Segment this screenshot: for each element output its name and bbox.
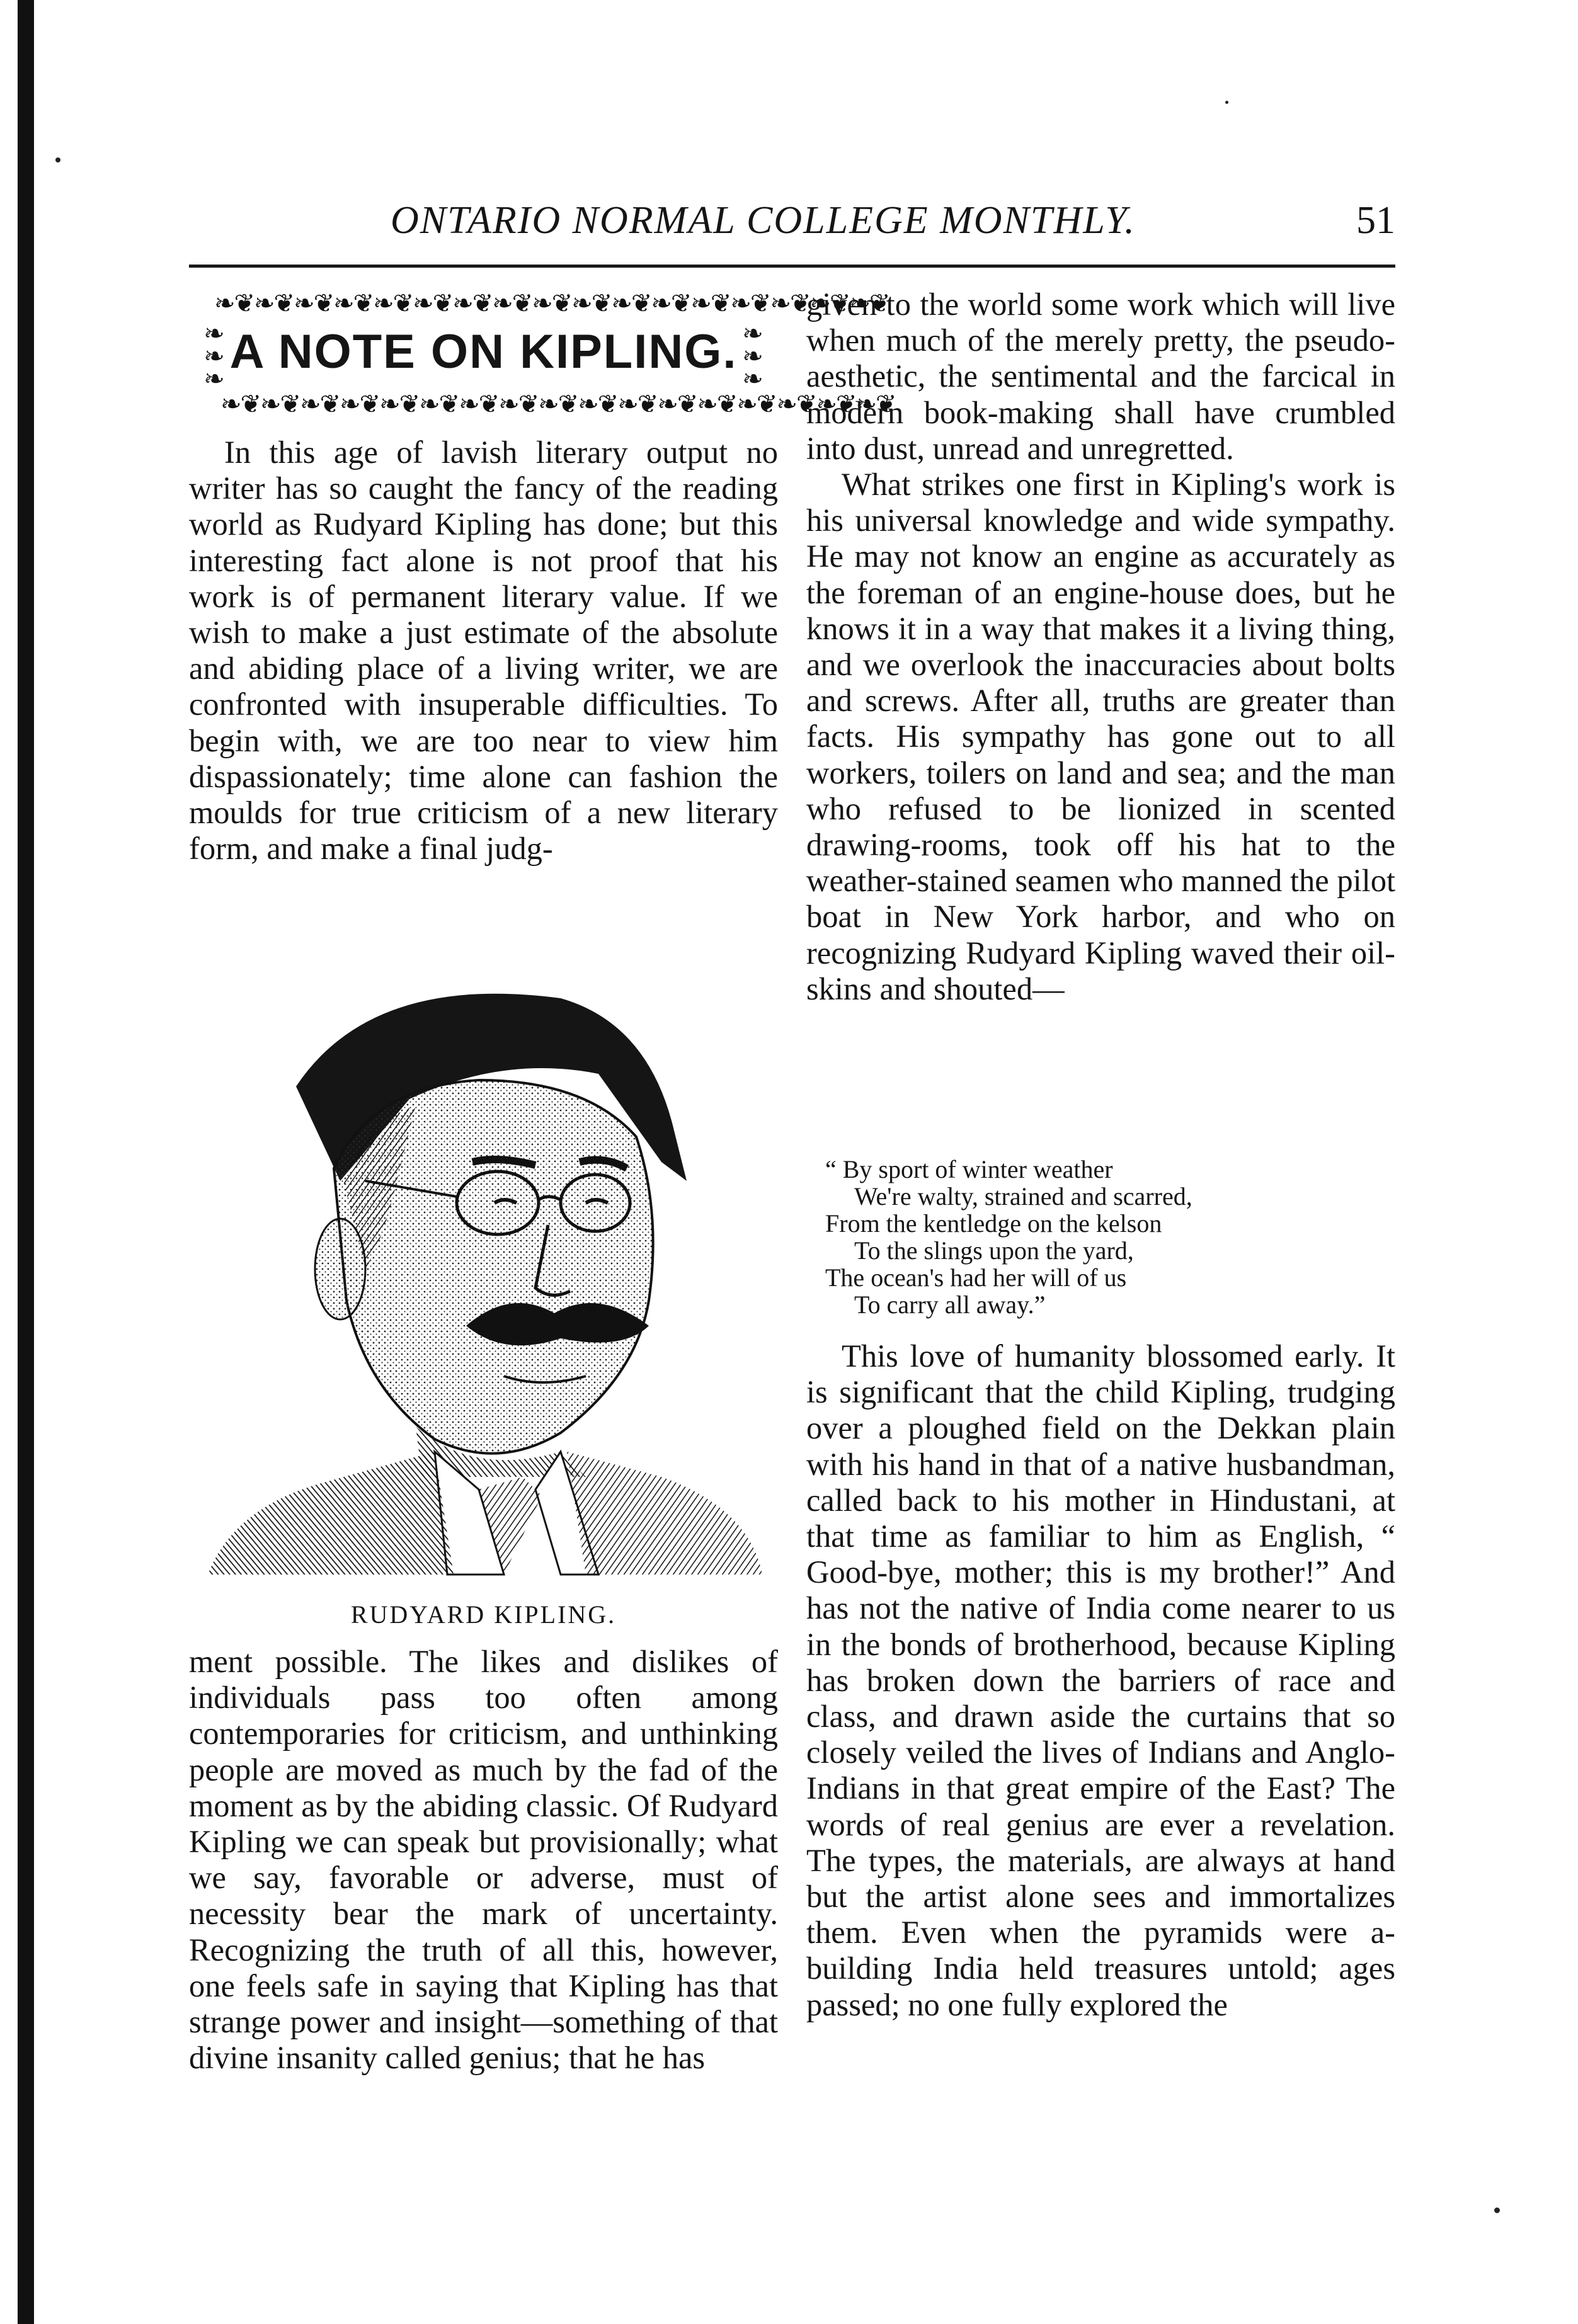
print-speck: [1225, 101, 1228, 104]
article-title-box: [189, 285, 896, 426]
right-column-top: [806, 287, 1395, 1007]
ornament-left-icon: ❧ ❧ ❧: [203, 319, 225, 393]
page-number: 51: [1356, 199, 1395, 242]
verse-line: From the kentledge on the kelson: [825, 1209, 1162, 1238]
running-header: [189, 192, 1395, 255]
ornament-border-bottom: ❧❦❧❦❧❦❧❦❧❦❧❦❧❦❧❦❧❦❧❦❧❦❧❦❧❦❧❦❧❦❧❦❧❦: [220, 390, 896, 418]
ornament-right-icon: ❧ ❧ ❧: [742, 319, 763, 393]
verse-line: We're walty, strained and scarred,: [854, 1182, 1192, 1210]
paragraph: In this age of lavish literary output no writer has so caught the fancy of the reading world as Rudyard Kipling has done; but this interesting fact alone is not proof that his work is of permanent literary value. If we wish to make a just estimate of the absolute and abiding place of a living writer, we are confronted with insuperable difficulties. To begin with, we are too near to view him dispassionately; time alone can fashion the moulds for true criticism of a new literary form, and make a final judg-: [189, 435, 778, 867]
verse-quotation: [825, 1156, 1392, 1318]
paragraph-continued: ment possible. The likes and dislikes of individuals pass too often among contemporaries for criticism, and unthinking people are moved as much by the fad of the moment as by the abiding classic. Of Rudyard Kipling we can speak but provisionally; what we say, favorable or adverse, must of necessity bear the mark of uncertainty. Recognizing the truth of all this, however, one feels safe in saying that Kipling has that strange power and insight—something of that divine insanity called genius; that he has: [189, 1644, 778, 2076]
verse-line: To carry all away.”: [854, 1290, 1046, 1319]
ornament-border-top: ❧❦❧❦❧❦❧❦❧❦❧❦❧❦❧❦❧❦❧❦❧❦❧❦❧❦❧❦❧❦❧❦❧❦: [214, 289, 889, 317]
article-title: A NOTE ON KIPLING.: [229, 325, 738, 379]
paragraph: This love of humanity blossomed early. It is significant that the child Kipling, trudging over a ploughed field on the Dekkan plain with his hand in that of a native husbandman, called back to his mother in Hindustani, at that time as familiar to him as English, “ Good-bye, mother; this is my brother!” And has not the native of India come nearer to us in the bonds of brotherhood, because Kipling has broken down the barriers of race and class, and drawn aside the curtains that so closely veiled the lives of Indians and Anglo-Indians in that great empire of the East? The words of real genius are ever a revelation. The types, the materials, are always at hand but the artist alone sees and immortalizes them. Even when the pyramids were a-building India held treasures untold; ages passed; no one fully explored the: [806, 1338, 1395, 2022]
paragraph: What strikes one first in Kipling's work is his universal knowledge and wide sympathy. He may not know an engine as accurately as the foreman of an engine-house does, but he knows it in a way that makes it a living thing, and we overlook the inaccuracies about bolts and screws. After all, truths are greater than facts. His sympathy has gone out to all workers, toilers on land and sea; and the man who refused to be lionized in scented drawing-rooms, took off his hat to the weather-stained seamen who manned the pilot boat in New York harbor, and who on recognizing Rudyard Kipling waved their oil-skins and shouted—: [806, 467, 1395, 1006]
portrait-caption: RUDYARD KIPLING.: [350, 1600, 617, 1629]
verse-line: “ By sport of winter weather: [825, 1155, 1113, 1183]
verse-line: To the slings upon the yard,: [854, 1236, 1134, 1265]
kipling-portrait-image: [208, 973, 762, 1575]
journal-title: ONTARIO NORMAL COLLEGE MONTHLY.: [391, 199, 1136, 242]
header-rule: [189, 265, 1395, 268]
right-column-bottom: [806, 1338, 1395, 2023]
verse-line: The ocean's had her will of us: [825, 1263, 1127, 1292]
paragraph-continued: given to the world some work which will live when much of the merely pretty, the pseudo-aesthetic, the sentimental and the farcical in modern book-making shall have crumbled into dust, unread and unregretted.: [806, 287, 1395, 466]
left-column-top: [189, 435, 778, 867]
binding-edge: [18, 0, 34, 2324]
print-speck: [1494, 2207, 1500, 2213]
print-speck: [55, 157, 60, 162]
left-column-bottom: [189, 1644, 778, 2076]
